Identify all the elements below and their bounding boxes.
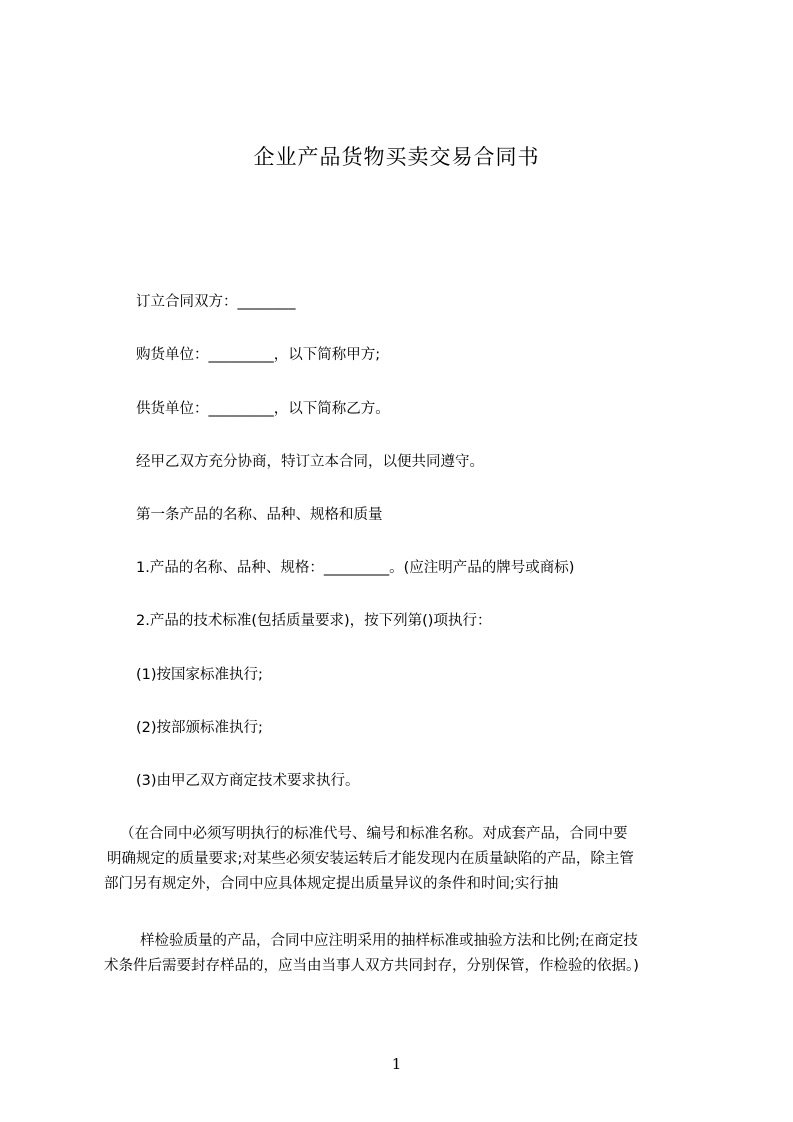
product-name-line: 1.产品的名称、品种、规格：_________。(应注明产品的牌号或商标) — [136, 560, 575, 576]
note-paragraph-2-row: 术条件后需要封存样品的，应当由当事人双方共同封存，分别保管，作检验的依据。) — [104, 958, 639, 974]
contract-parties-line: 订立合同双方：________ — [136, 294, 296, 310]
standard-option-1: (1)按国家标准执行; — [136, 667, 263, 683]
note-paragraph-2 — [104, 929, 696, 979]
note-paragraph-1 — [104, 822, 696, 897]
seller-line: 供货单位：_________，以下简称乙方。 — [136, 401, 390, 417]
standard-option-3: (3)由甲乙双方商定技术要求执行。 — [136, 773, 360, 789]
note-paragraph-1-row: 部门另有规定外，合同中应具体规定提出质量异议的条件和时间;实行抽 — [104, 876, 559, 892]
buyer-line: 购货单位：_________，以下简称甲方; — [136, 347, 381, 363]
document-title: 企业产品货物买卖交易合同书 — [253, 145, 540, 169]
note-paragraph-2-row: 样检验质量的产品，合同中应注明采用的抽样标准或抽验方法和比例;在商定技 — [140, 933, 638, 949]
article-1-heading: 第一条产品的名称、品种、规格和质量 — [136, 507, 383, 523]
page-number: 1 — [391, 1055, 402, 1073]
note-paragraph-1-row: （在合同中必须写明执行的标准代号、编号和标准名称。对成套产品，合同中要 — [120, 826, 628, 842]
note-paragraph-1-row: 明确规定的质量要求;对某些必须安装运转后才能发现内在质量缺陷的产品，除主管 — [107, 851, 634, 867]
technical-standard-line: 2.产品的技术标准(包括质量要求)，按下列第()项执行： — [136, 613, 492, 629]
standard-option-2: (2)按部颁标准执行; — [136, 720, 263, 736]
agreement-line: 经甲乙双方充分协商，特订立本合同，以便共同遵守。 — [136, 454, 484, 470]
